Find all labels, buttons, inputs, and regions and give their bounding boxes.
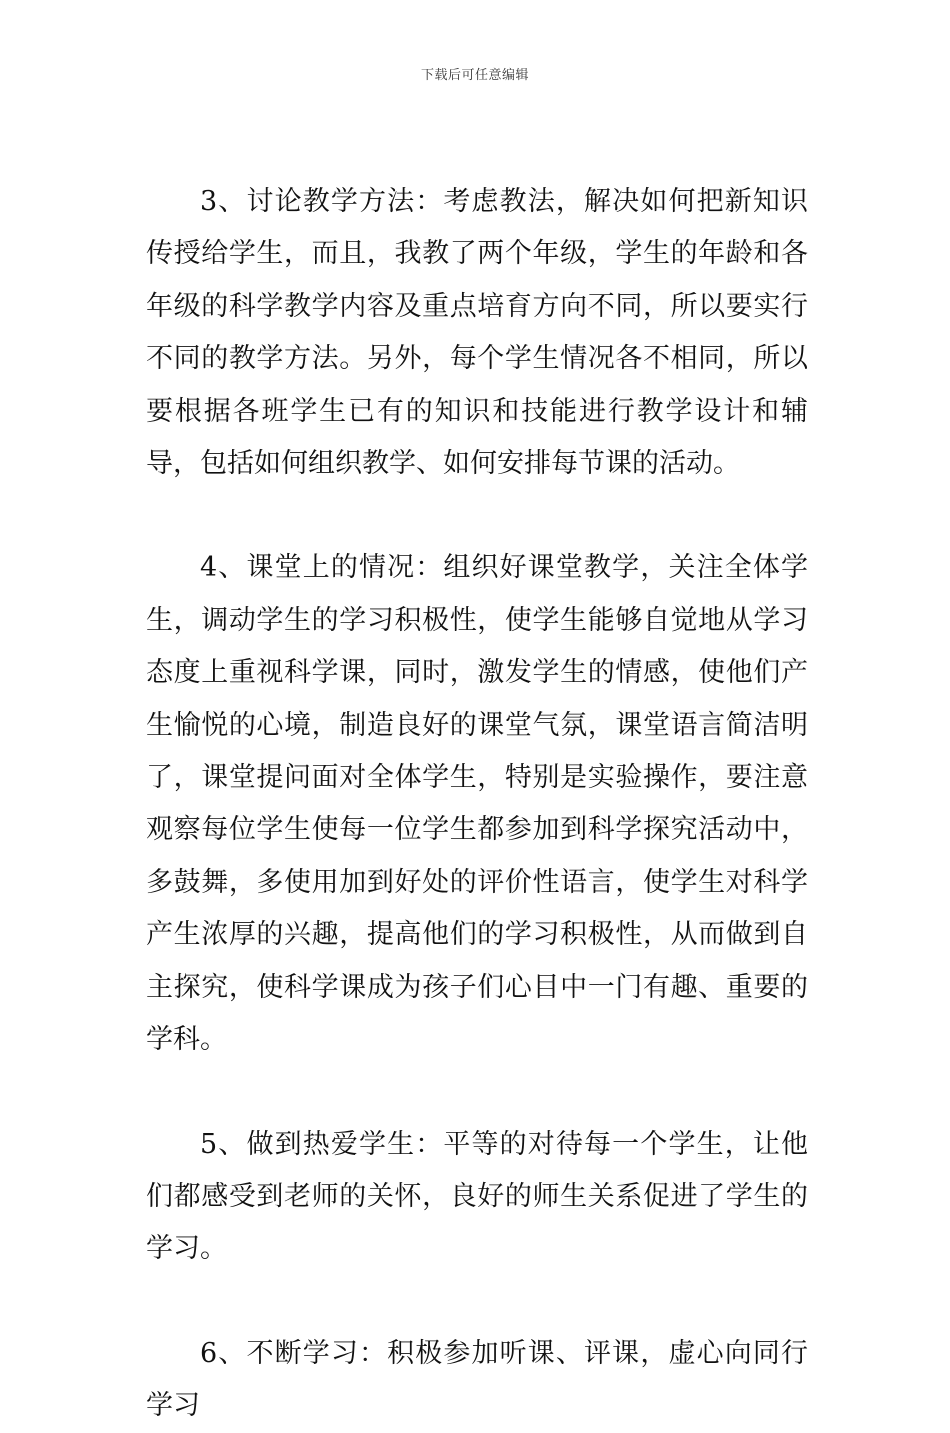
paragraph-spacer: [146, 1067, 808, 1119]
document-body: [146, 176, 808, 1433]
paragraph-6-continuous-learning: 6、不断学习：积极参加听课、评课，虚心向同行学习: [146, 1337, 808, 1422]
paragraph-4-classroom-situation: 4、课堂上的情况：组织好课堂教学，关注全体学生，调动学生的学习积极性，使学生能够自觉地从学习态度上重视科学课，同时，激发学生的情感，使他们产生愉悦的心境，制造良好的课堂气氛，课堂语言简洁明了，课堂提问面对全体学生，特别是实验操作，要注意观察每位学生使每一位学生都参加到科学探究活动中，多鼓舞，多使用加到好处的评价性语言，使学生对科学产生浓厚的兴趣，提高他们的学习积极性，从而做到自主探究，使科学课成为孩子们心目中一门有趣、重要的学科。: [146, 552, 808, 1056]
paragraph-spacer: [146, 1276, 808, 1328]
page-header: 下载后可任意编辑: [420, 68, 529, 83]
paragraph-5-love-students: 5、做到热爱学生：平等的对待每一个学生，让他们都感受到老师的关怀，良好的师生关系促进了学生的学习。: [146, 1128, 808, 1265]
paragraph-3-teaching-methods: 3、讨论教学方法：考虑教法，解决如何把新知识传授给学生，而且，我教了两个年级，学生的年龄和各年级的科学教学内容及重点培育方向不同，所以要实行不同的教学方法。另外，每个学生情况各不相同，所以要根据各班学生已有的知识和技能进行教学设计和辅导，包括如何组织教学、如何安排每节课的活动。: [146, 186, 808, 480]
paragraph-spacer: [146, 490, 808, 542]
